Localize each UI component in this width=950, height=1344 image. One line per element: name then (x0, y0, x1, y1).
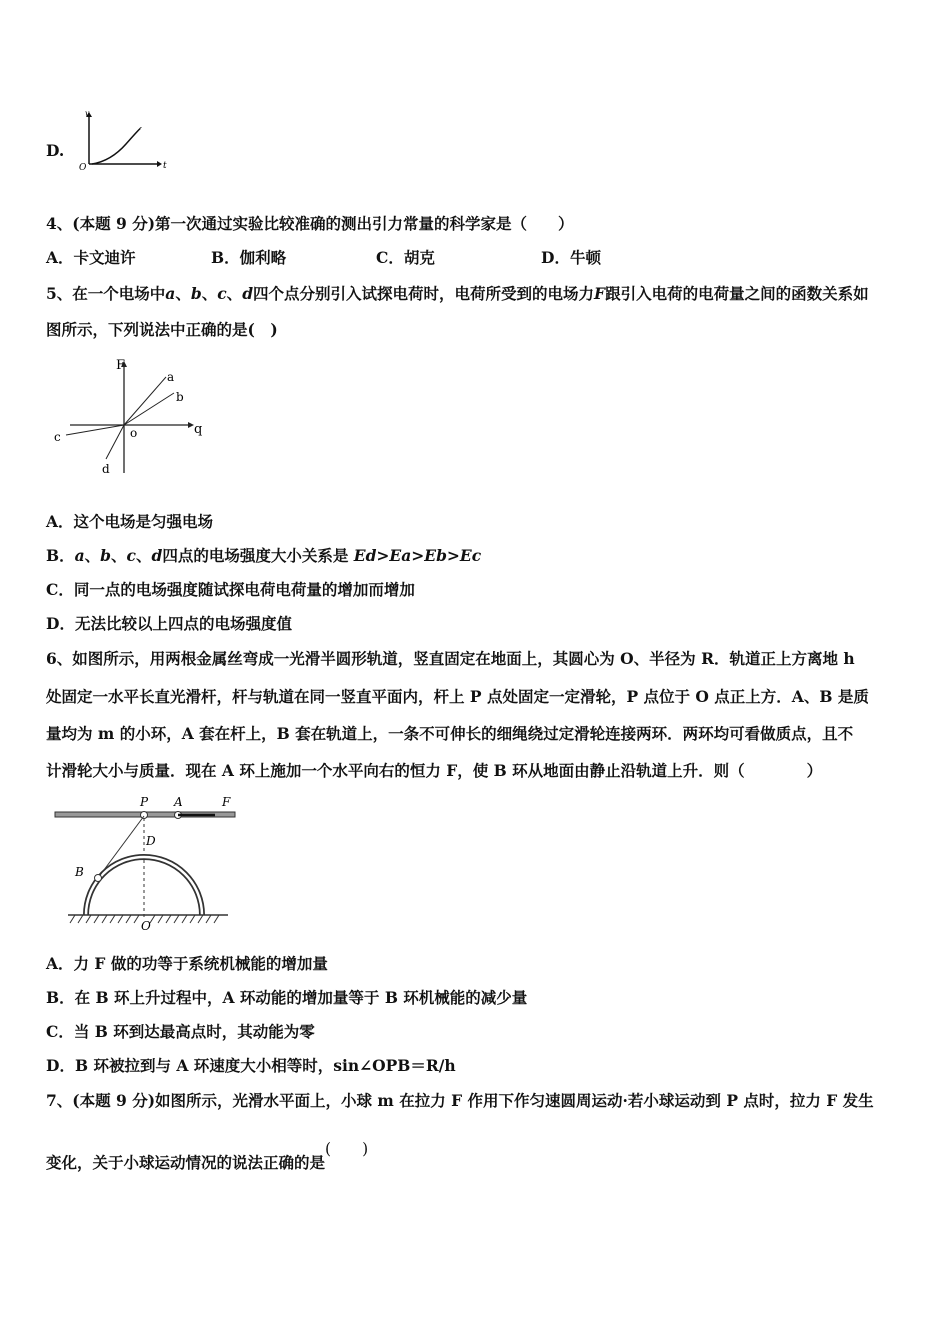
q5-option-b[interactable]: B．a、b、c、d四点的电场强度大小关系是 Ed>Ea>Eb>Ec (46, 546, 482, 565)
svg-text:P: P (140, 795, 149, 809)
q6-stem-line3: 量均为 m 的小环，A 套在杆上，B 套在轨道上，一条不可伸长的细绳绕过定滑轮连接两环．两环均可看做质点，且不 (46, 724, 854, 743)
q4-option-c[interactable]: C．胡克 (376, 248, 435, 267)
svg-text:O: O (79, 163, 87, 170)
force-charge-graph (50, 355, 210, 480)
q6-stem-line2: 处固定一水平长直光滑杆，杆与轨道在同一竖直平面内，杆上 P 点处固定一定滑轮，P 点位于 O 点正上方．A、B 是质 (46, 687, 869, 706)
q7-stem-line2: 变化，关于小球运动情况的说法正确的是( ) (46, 1140, 369, 1172)
velocity-time-graph (76, 108, 176, 170)
svg-text:d: d (102, 462, 110, 476)
q5-option-c[interactable]: C．同一点的电场强度随试探电荷电荷量的增加而增加 (46, 580, 415, 599)
svg-text:b: b (176, 390, 184, 404)
svg-text:F: F (116, 358, 126, 373)
q6-option-a[interactable]: A．力 F 做的功等于系统机械能的增加量 (46, 954, 328, 973)
q4-option-d[interactable]: D．牛顿 (541, 248, 601, 267)
q5-option-d[interactable]: D．无法比较以上四点的电场强度值 (46, 614, 292, 633)
svg-text:A: A (174, 795, 183, 809)
svg-text:D: D (146, 834, 156, 848)
svg-text:F: F (222, 795, 231, 809)
svg-text:t: t (163, 161, 167, 170)
svg-text:O: O (141, 919, 151, 930)
svg-text:v: v (85, 109, 90, 118)
q4-option-a[interactable]: A．卡文迪许 (46, 248, 136, 267)
q6-stem-line1: 6、如图所示，用两根金属丝弯成一光滑半圆形轨道，竖直固定在地面上，其圆心为 O、半径为 R．轨道正上方离地 h (46, 649, 855, 668)
q6-option-b[interactable]: B．在 B 环上升过程中，A 环动能的增加量等于 B 环机械能的减少量 (46, 988, 528, 1007)
q6-option-c[interactable]: C．当 B 环到达最高点时，其动能为零 (46, 1022, 315, 1041)
q6-stem-line4: 计滑轮大小与质量．现在 A 环上施加一个水平向右的恒力 F，使 B 环从地面由静止沿轨道上升．则（ ） (46, 761, 823, 780)
q4-option-b[interactable]: B．伽利略 (211, 248, 287, 267)
q7-stem-line1: 7、(本题 9 分)如图所示，光滑水平面上，小球 m 在拉力 F 作用下作匀速圆周运动·若小球运动到 P 点时，拉力 F 发生 (46, 1091, 874, 1110)
svg-text:q: q (194, 422, 203, 437)
semicircle-track-diagram (50, 790, 245, 930)
q3-option-d: D. (46, 141, 65, 160)
q5-stem-line1: 5、在一个电场中a、b、c、d四个点分别引入试探电荷时，电荷所受到的电场力F跟引入电荷的电荷量之间的函数关系如 (46, 284, 869, 303)
q4-stem: 4、(本题 9 分)第一次通过实验比较准确的测出引力常量的科学家是（ ） (46, 214, 574, 233)
q6-option-d[interactable]: D．B 环被拉到与 A 环速度大小相等时，sin∠OPB＝R/h (46, 1056, 456, 1075)
svg-text:c: c (54, 430, 61, 444)
svg-text:o: o (130, 426, 138, 440)
q5-option-a[interactable]: A．这个电场是匀强电场 (46, 512, 214, 531)
svg-text:a: a (167, 370, 175, 384)
svg-text:B: B (75, 865, 84, 879)
q5-stem-line2: 图所示，下列说法中正确的是( ) (46, 320, 278, 339)
